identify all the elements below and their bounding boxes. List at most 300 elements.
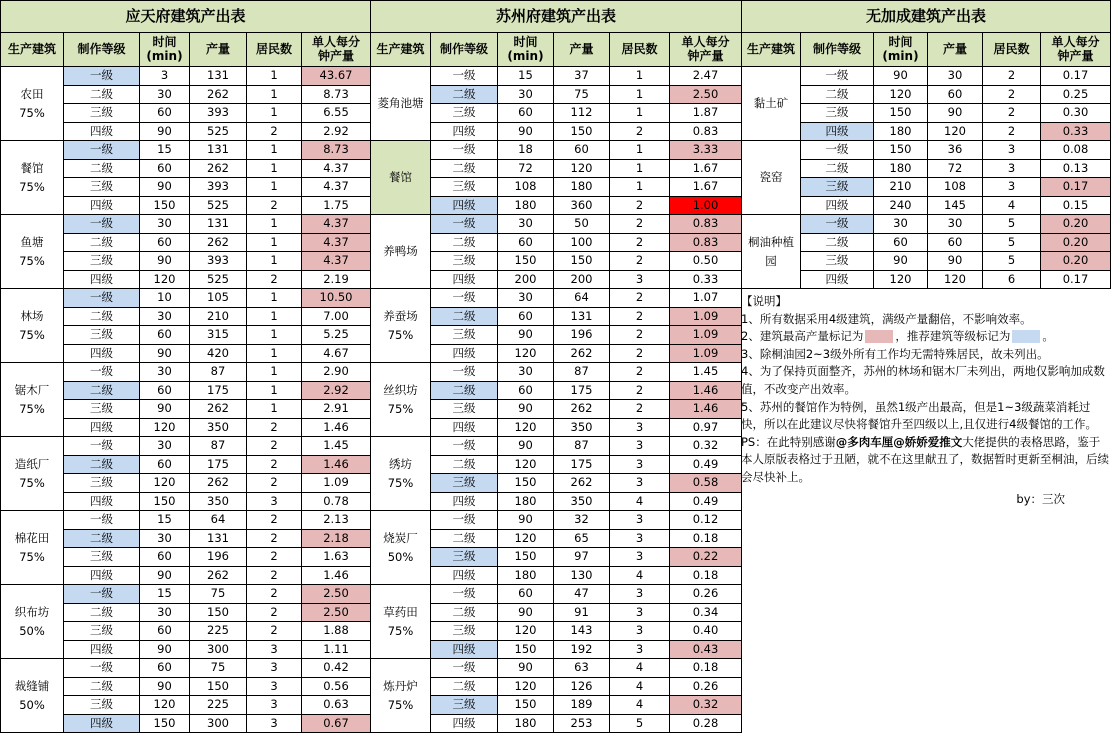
level-cell: 一级	[431, 289, 498, 308]
output-cell: 262	[190, 400, 247, 419]
level-cell: 二级	[801, 159, 874, 178]
table-row	[1, 511, 371, 530]
level-cell: 三级	[431, 326, 498, 345]
time-cell: 30	[498, 85, 554, 104]
table-row	[371, 511, 742, 530]
output-cell: 131	[190, 529, 247, 548]
time-cell: 120	[140, 474, 190, 493]
rate-cell: 0.20	[1041, 233, 1111, 252]
table-title-row	[371, 1, 742, 33]
note-3: 3、除桐油园2~3级外所有工作均无需特殊居民，故未列出。	[741, 346, 1049, 361]
rate-cell: 0.18	[670, 659, 742, 678]
residents-cell: 1	[247, 326, 302, 345]
rate-cell: 1.09	[670, 307, 742, 326]
rate-cell: 0.32	[670, 696, 742, 715]
rate-cell: 0.33	[670, 270, 742, 289]
residents-cell: 2	[610, 122, 670, 141]
rate-cell: 2.13	[302, 511, 371, 530]
level-cell: 一级	[64, 437, 140, 456]
rate-cell: 8.73	[302, 85, 371, 104]
column-header: 单人每分 钟产量	[670, 33, 742, 67]
rate-cell: 0.83	[670, 233, 742, 252]
level-cell: 四级	[64, 714, 140, 733]
time-cell: 120	[498, 418, 554, 437]
residents-cell: 5	[983, 233, 1041, 252]
rate-cell: 0.50	[670, 252, 742, 271]
notes-heading: 【说明】	[741, 294, 787, 308]
time-cell: 150	[874, 104, 928, 123]
output-cell: 175	[190, 455, 247, 474]
table-title: 苏州府建筑产出表	[371, 1, 742, 33]
output-cell: 150	[554, 122, 610, 141]
output-cell: 196	[190, 548, 247, 567]
residents-cell: 4	[610, 492, 670, 511]
time-cell: 30	[498, 363, 554, 382]
residents-cell: 3	[247, 696, 302, 715]
table-row	[371, 215, 742, 234]
building-name-cell: 菱角池塘	[371, 67, 431, 141]
rate-cell: 1.63	[302, 548, 371, 567]
output-cell: 60	[928, 233, 983, 252]
rate-cell: 4.37	[302, 233, 371, 252]
residents-cell: 4	[610, 696, 670, 715]
building-name-cell: 绣坊 75%	[371, 437, 431, 511]
column-header: 产量	[554, 33, 610, 67]
building-name-cell: 桐油种植 园	[742, 215, 801, 289]
rate-cell: 2.19	[302, 270, 371, 289]
table-row	[371, 67, 742, 86]
residents-cell: 1	[247, 289, 302, 308]
time-cell: 18	[498, 141, 554, 160]
rate-cell: 0.25	[1041, 85, 1111, 104]
table-row	[742, 67, 1111, 86]
rate-cell: 1.46	[302, 455, 371, 474]
time-cell: 30	[140, 85, 190, 104]
rate-cell: 0.49	[670, 455, 742, 474]
output-cell: 175	[554, 455, 610, 474]
table-row	[371, 141, 742, 160]
output-cell: 32	[554, 511, 610, 530]
output-cell: 30	[928, 67, 983, 86]
building-name-cell: 裁缝铺 50%	[1, 659, 64, 733]
level-cell: 一级	[801, 141, 874, 160]
time-cell: 60	[140, 455, 190, 474]
table-row	[371, 585, 742, 604]
output-cell: 131	[190, 141, 247, 160]
level-cell: 二级	[431, 603, 498, 622]
output-cell: 97	[554, 548, 610, 567]
residents-cell: 1	[247, 67, 302, 86]
output-cell: 262	[190, 474, 247, 493]
rate-cell: 1.46	[302, 418, 371, 437]
level-cell: 二级	[64, 233, 140, 252]
level-cell: 二级	[801, 233, 874, 252]
time-cell: 60	[498, 381, 554, 400]
time-cell: 60	[140, 659, 190, 678]
level-cell: 四级	[64, 640, 140, 659]
rate-cell: 1.09	[302, 474, 371, 493]
rate-cell: 1.07	[670, 289, 742, 308]
level-cell: 二级	[431, 159, 498, 178]
level-cell: 三级	[431, 104, 498, 123]
output-cell: 130	[554, 566, 610, 585]
output-cell: 196	[554, 326, 610, 345]
note-4: 4、为了保持页面整齐，苏州的林场和锯木厂未列出，两地仅影响加成数值，不改变产出效率。	[741, 364, 1105, 396]
building-name-cell: 炼丹炉 75%	[371, 659, 431, 733]
rate-cell: 1.09	[670, 344, 742, 363]
time-cell: 90	[140, 252, 190, 271]
level-cell: 三级	[801, 178, 874, 197]
residents-cell: 1	[610, 159, 670, 178]
time-cell: 150	[874, 141, 928, 160]
rate-cell: 0.20	[1041, 252, 1111, 271]
building-name-cell: 农田 75%	[1, 67, 64, 141]
level-cell: 三级	[431, 252, 498, 271]
level-cell: 一级	[64, 659, 140, 678]
rate-cell: 0.22	[670, 548, 742, 567]
time-cell: 90	[140, 122, 190, 141]
time-cell: 60	[140, 381, 190, 400]
table-row	[1, 659, 371, 678]
column-header: 生产建筑	[1, 33, 64, 67]
level-cell: 四级	[431, 492, 498, 511]
level-cell: 一级	[431, 141, 498, 160]
rate-cell: 2.92	[302, 122, 371, 141]
residents-cell: 4	[610, 566, 670, 585]
rate-cell: 4.37	[302, 215, 371, 234]
rate-cell: 0.83	[670, 122, 742, 141]
output-cell: 60	[554, 141, 610, 160]
residents-cell: 1	[247, 400, 302, 419]
rate-cell: 0.78	[302, 492, 371, 511]
level-cell: 二级	[64, 677, 140, 696]
level-cell: 四级	[431, 196, 498, 215]
residents-cell: 2	[610, 196, 670, 215]
residents-cell: 1	[610, 141, 670, 160]
rate-cell: 8.73	[302, 141, 371, 160]
residents-cell: 2	[610, 233, 670, 252]
residents-cell: 2	[610, 400, 670, 419]
time-cell: 120	[874, 270, 928, 289]
residents-cell: 4	[610, 677, 670, 696]
output-cell: 393	[190, 178, 247, 197]
building-name-cell: 养蚕场 75%	[371, 289, 431, 363]
time-cell: 90	[140, 400, 190, 419]
residents-cell: 1	[610, 104, 670, 123]
rate-cell: 5.25	[302, 326, 371, 345]
rate-cell: 1.45	[302, 437, 371, 456]
level-cell: 四级	[431, 418, 498, 437]
rate-cell: 4.37	[302, 178, 371, 197]
residents-cell: 2	[983, 122, 1041, 141]
rate-cell: 4.37	[302, 159, 371, 178]
level-cell: 三级	[801, 252, 874, 271]
recommended-level-swatch	[1012, 330, 1040, 343]
residents-cell: 1	[247, 215, 302, 234]
output-cell: 131	[554, 307, 610, 326]
level-cell: 一级	[64, 363, 140, 382]
time-cell: 150	[140, 492, 190, 511]
rate-cell: 0.17	[1041, 178, 1111, 197]
residents-cell: 1	[610, 85, 670, 104]
column-header: 产量	[928, 33, 983, 67]
output-cell: 87	[190, 363, 247, 382]
residents-cell: 3	[610, 529, 670, 548]
time-cell: 30	[140, 307, 190, 326]
table-row	[1, 363, 371, 382]
output-cell: 210	[190, 307, 247, 326]
output-cell: 75	[190, 659, 247, 678]
author-signature: by：三次	[1016, 491, 1065, 506]
output-cell: 145	[928, 196, 983, 215]
table-title: 无加成建筑产出表	[742, 1, 1111, 33]
level-cell: 一级	[431, 215, 498, 234]
level-cell: 三级	[431, 178, 498, 197]
table-row	[371, 659, 742, 678]
level-cell: 四级	[431, 714, 498, 733]
residents-cell: 3	[610, 640, 670, 659]
output-cell: 50	[554, 215, 610, 234]
rate-cell: 0.17	[1041, 67, 1111, 86]
rate-cell: 43.67	[302, 67, 371, 86]
output-cell: 525	[190, 196, 247, 215]
residents-cell: 1	[247, 178, 302, 197]
output-cell: 315	[190, 326, 247, 345]
level-cell: 一级	[64, 289, 140, 308]
building-name-cell: 丝织坊 75%	[371, 363, 431, 437]
level-cell: 二级	[431, 455, 498, 474]
table-title: 应天府建筑产出表	[1, 1, 371, 33]
residents-cell: 3	[983, 178, 1041, 197]
time-cell: 72	[498, 159, 554, 178]
residents-cell: 2	[247, 566, 302, 585]
column-header: 时间 (min)	[498, 33, 554, 67]
time-cell: 60	[140, 622, 190, 641]
output-cell: 262	[554, 474, 610, 493]
level-cell: 二级	[64, 159, 140, 178]
output-cell: 175	[190, 381, 247, 400]
level-cell: 三级	[431, 548, 498, 567]
residents-cell: 3	[610, 474, 670, 493]
building-name-cell: 餐馆 75%	[1, 141, 64, 215]
building-name-cell: 黏土矿	[742, 67, 801, 141]
time-cell: 30	[140, 437, 190, 456]
table-title-row	[742, 1, 1111, 33]
output-cell: 112	[554, 104, 610, 123]
level-cell: 二级	[64, 529, 140, 548]
rate-cell: 0.26	[670, 677, 742, 696]
rate-cell: 0.34	[670, 603, 742, 622]
level-cell: 一级	[64, 215, 140, 234]
note-1: 1、所有数据采用4级建筑，满级产量翻倍，不影响效率。	[741, 311, 1032, 326]
output-cell: 100	[554, 233, 610, 252]
rate-cell: 0.20	[1041, 215, 1111, 234]
time-cell: 30	[874, 215, 928, 234]
time-cell: 150	[140, 196, 190, 215]
level-cell: 一级	[431, 585, 498, 604]
time-cell: 90	[498, 400, 554, 419]
output-cell: 120	[928, 270, 983, 289]
rate-cell: 2.91	[302, 400, 371, 419]
time-cell: 60	[140, 233, 190, 252]
building-name-cell: 鱼塘 75%	[1, 215, 64, 289]
note-5: 5、苏州的餐馆作为特例，虽然1级产出最高，但是1~3级蔬菜消耗过快，所以在此建议尽快将餐馆升至四级以上,且仅进行4级餐馆的工作。	[741, 399, 1097, 432]
level-cell: 二级	[431, 677, 498, 696]
level-cell: 四级	[801, 270, 874, 289]
level-cell: 一级	[431, 437, 498, 456]
time-cell: 60	[498, 104, 554, 123]
output-cell: 300	[190, 640, 247, 659]
rate-cell: 6.55	[302, 104, 371, 123]
residents-cell: 3	[610, 437, 670, 456]
time-cell: 180	[498, 566, 554, 585]
table-title-row	[1, 1, 371, 33]
level-cell: 四级	[64, 418, 140, 437]
level-cell: 一级	[64, 67, 140, 86]
time-cell: 15	[140, 511, 190, 530]
level-cell: 四级	[64, 566, 140, 585]
rate-cell: 2.50	[670, 85, 742, 104]
residents-cell: 3	[983, 141, 1041, 160]
level-cell: 四级	[431, 270, 498, 289]
output-cell: 87	[190, 437, 247, 456]
time-cell: 150	[498, 474, 554, 493]
time-cell: 60	[498, 307, 554, 326]
level-cell: 一级	[801, 67, 874, 86]
level-cell: 二级	[431, 381, 498, 400]
rate-cell: 1.67	[670, 159, 742, 178]
output-cell: 75	[190, 585, 247, 604]
time-cell: 60	[140, 104, 190, 123]
time-cell: 120	[498, 622, 554, 641]
residents-cell: 2	[610, 344, 670, 363]
time-cell: 30	[140, 603, 190, 622]
time-cell: 30	[498, 215, 554, 234]
rate-cell: 0.43	[670, 640, 742, 659]
output-cell: 525	[190, 270, 247, 289]
rate-cell: 10.50	[302, 289, 371, 308]
level-cell: 一级	[431, 67, 498, 86]
rate-cell: 0.83	[670, 215, 742, 234]
table-row	[371, 437, 742, 456]
output-cell: 393	[190, 104, 247, 123]
rate-cell: 0.42	[302, 659, 371, 678]
time-cell: 120	[498, 529, 554, 548]
rate-cell: 0.32	[670, 437, 742, 456]
level-cell: 二级	[431, 307, 498, 326]
level-cell: 二级	[431, 529, 498, 548]
rate-cell: 1.67	[670, 178, 742, 197]
output-cell: 262	[190, 566, 247, 585]
residents-cell: 1	[247, 307, 302, 326]
time-cell: 60	[498, 233, 554, 252]
residents-cell: 2	[610, 307, 670, 326]
rate-cell: 1.75	[302, 196, 371, 215]
level-cell: 四级	[801, 122, 874, 141]
table-row	[371, 363, 742, 382]
rate-cell: 2.47	[670, 67, 742, 86]
time-cell: 15	[498, 67, 554, 86]
residents-cell: 3	[247, 714, 302, 733]
output-cell: 300	[190, 714, 247, 733]
time-cell: 3	[140, 67, 190, 86]
residents-cell: 4	[983, 196, 1041, 215]
residents-cell: 2	[983, 104, 1041, 123]
time-cell: 10	[140, 289, 190, 308]
rate-cell: 1.88	[302, 622, 371, 641]
building-name-cell: 养鸭场	[371, 215, 431, 289]
output-cell: 225	[190, 696, 247, 715]
output-cell: 393	[190, 252, 247, 271]
residents-cell: 1	[247, 85, 302, 104]
rate-cell: 0.49	[670, 492, 742, 511]
output-cell: 105	[190, 289, 247, 308]
time-cell: 60	[874, 233, 928, 252]
rate-cell: 1.11	[302, 640, 371, 659]
time-cell: 120	[498, 344, 554, 363]
table-row	[1, 585, 371, 604]
output-cell: 108	[928, 178, 983, 197]
level-cell: 三级	[64, 400, 140, 419]
level-cell: 三级	[64, 178, 140, 197]
residents-cell: 2	[610, 326, 670, 345]
time-cell: 60	[140, 326, 190, 345]
level-cell: 一级	[64, 585, 140, 604]
residents-cell: 3	[610, 455, 670, 474]
rate-cell: 0.33	[1041, 122, 1111, 141]
output-cell: 420	[190, 344, 247, 363]
residents-cell: 2	[247, 548, 302, 567]
residents-cell: 3	[610, 270, 670, 289]
time-cell: 120	[498, 455, 554, 474]
column-header: 制作等级	[801, 33, 874, 67]
rate-cell: 0.12	[670, 511, 742, 530]
level-cell: 一级	[431, 659, 498, 678]
output-cell: 262	[190, 85, 247, 104]
rate-cell: 3.33	[670, 141, 742, 160]
rate-cell: 2.50	[302, 603, 371, 622]
output-cell: 262	[554, 344, 610, 363]
time-cell: 120	[874, 85, 928, 104]
level-cell: 四级	[431, 344, 498, 363]
output-cell: 47	[554, 585, 610, 604]
rate-cell: 0.97	[670, 418, 742, 437]
residents-cell: 3	[610, 548, 670, 567]
level-cell: 一级	[431, 511, 498, 530]
rate-cell: 0.17	[1041, 270, 1111, 289]
residents-cell: 4	[610, 659, 670, 678]
residents-cell: 3	[610, 622, 670, 641]
time-cell: 15	[140, 585, 190, 604]
table-row	[1, 67, 371, 86]
building-name-cell: 餐馆	[371, 141, 431, 215]
output-cell: 72	[928, 159, 983, 178]
time-cell: 90	[140, 344, 190, 363]
time-cell: 90	[498, 437, 554, 456]
output-cell: 180	[554, 178, 610, 197]
residents-cell: 3	[247, 492, 302, 511]
rate-cell: 4.67	[302, 344, 371, 363]
time-cell: 90	[140, 677, 190, 696]
time-cell: 120	[498, 677, 554, 696]
notes-panel	[741, 293, 1110, 508]
time-cell: 90	[498, 659, 554, 678]
rate-cell: 0.58	[670, 474, 742, 493]
output-cell: 75	[554, 85, 610, 104]
residents-cell: 3	[610, 603, 670, 622]
table-row	[371, 289, 742, 308]
residents-cell: 3	[610, 511, 670, 530]
